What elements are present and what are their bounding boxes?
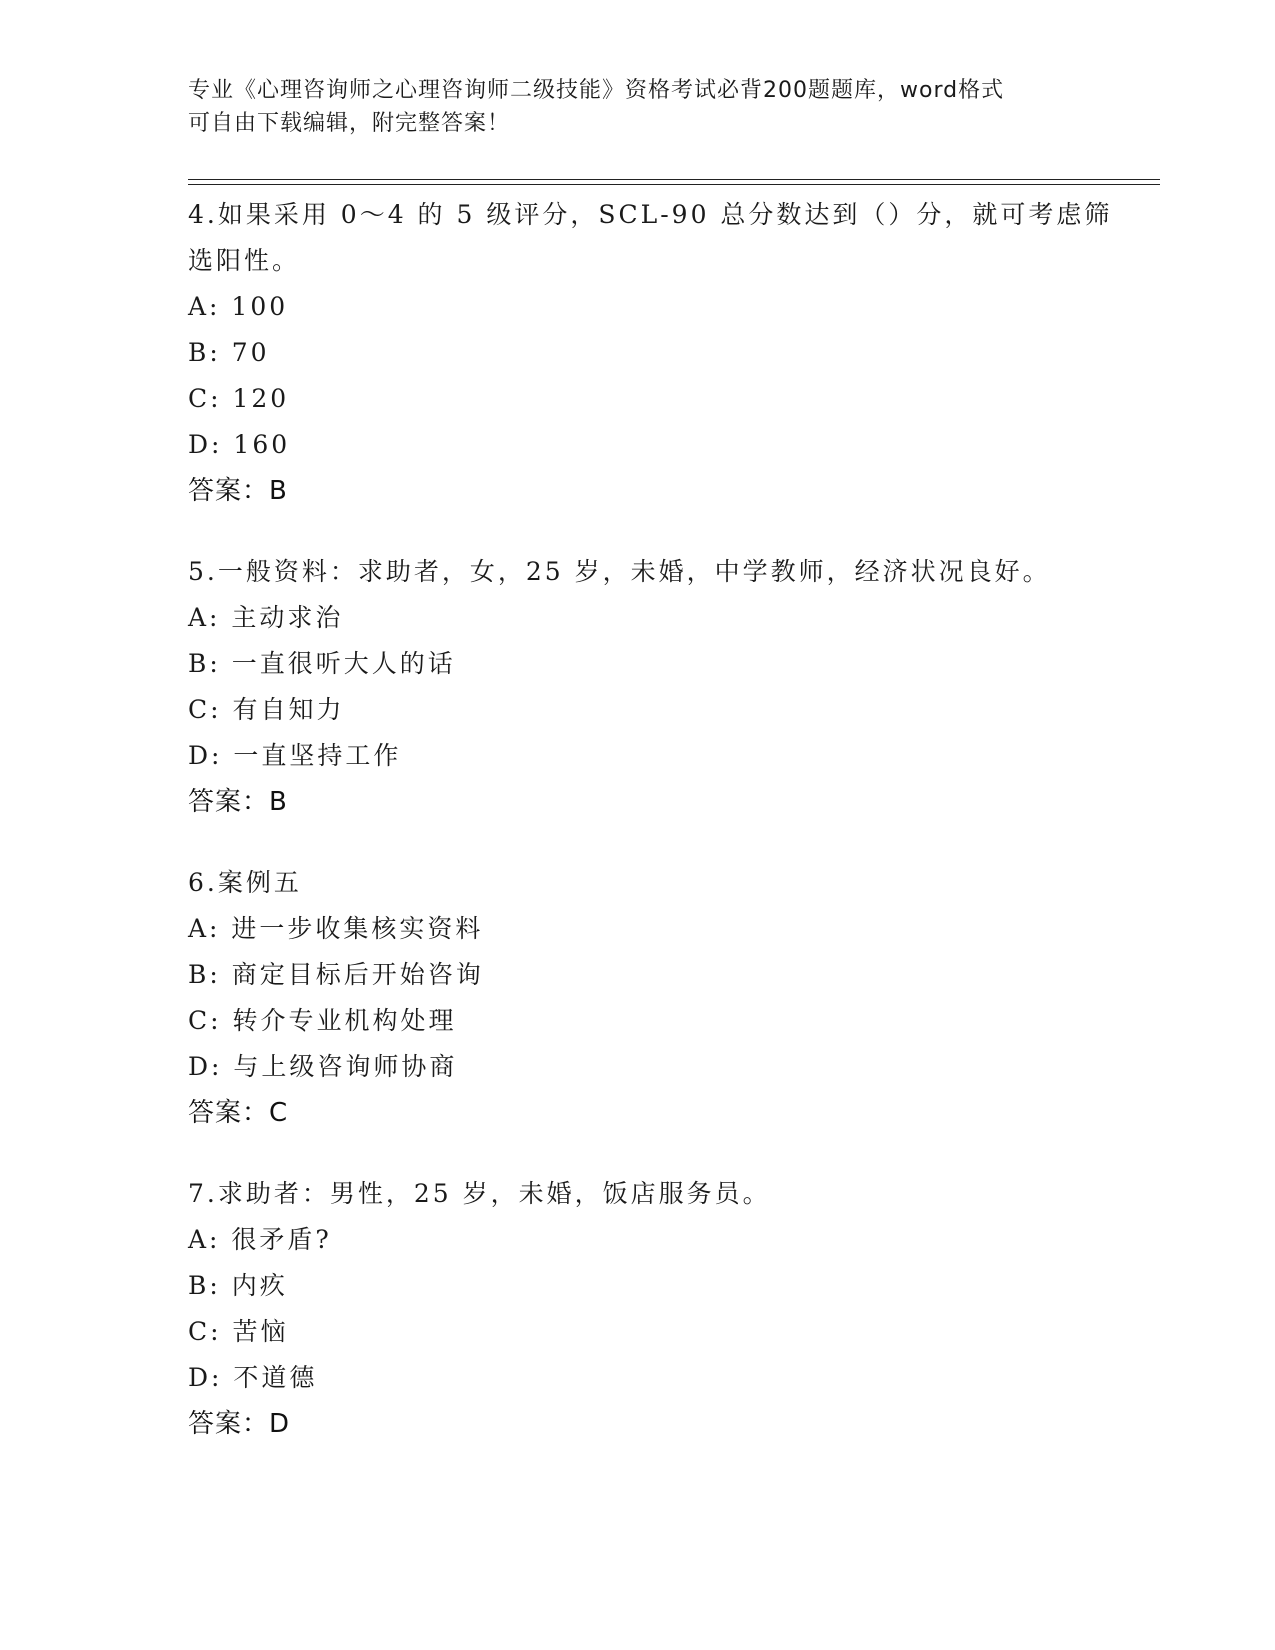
option-c: C: 苦恼 (188, 1317, 289, 1346)
answer: 答案：C (188, 1098, 289, 1128)
option-a: A: 进一步收集核实资料 (188, 914, 484, 943)
header-divider-bottom (188, 184, 1160, 185)
option-c: C: 有自知力 (188, 695, 345, 724)
question-6 (188, 860, 1088, 1136)
question-list (188, 192, 1113, 1482)
document-header (188, 74, 1088, 140)
question-7 (188, 1171, 1088, 1447)
option-d: D: 与上级咨询师协商 (188, 1052, 458, 1081)
option-c: C: 120 (188, 384, 290, 413)
question-title: 5.一般资料：求助者，女，25 岁，未婚，中学教师，经济状况良好。 (188, 557, 1051, 586)
option-a: A: 主动求治 (188, 603, 344, 632)
answer: 答案：D (188, 1409, 291, 1439)
question-5 (188, 549, 1088, 825)
option-d: D: 160 (188, 430, 291, 459)
option-d: D: 不道德 (188, 1363, 318, 1392)
option-c: C: 转介专业机构处理 (188, 1006, 457, 1035)
header-line-1: 专业《心理咨询师之心理咨询师二级技能》资格考试必背200题题库，word格式 (188, 78, 1005, 103)
header-divider-top (188, 179, 1160, 180)
question-4 (188, 192, 1113, 514)
question-title: 4.如果采用 0～4 的 5 级评分，SCL-90 总分数达到（）分，就可考虑筛 (188, 200, 1113, 229)
option-b: B: 内疚 (188, 1271, 288, 1300)
header-line-2: 可自由下载编辑，附完整答案！ (188, 111, 511, 136)
option-b: B: 商定目标后开始咨询 (188, 960, 484, 989)
option-a: A: 很矛盾? (188, 1225, 332, 1254)
option-b: B: 70 (188, 338, 270, 367)
option-d: D: 一直坚持工作 (188, 741, 402, 770)
answer: 答案：B (188, 476, 288, 506)
option-b: B: 一直很听大人的话 (188, 649, 456, 678)
answer: 答案：B (188, 787, 288, 817)
question-title: 6.案例五 (188, 868, 302, 897)
question-title-continued: 选阳性。 (188, 246, 301, 275)
option-a: A: 100 (188, 292, 289, 321)
question-title: 7.求助者：男性，25 岁，未婚，饭店服务员。 (188, 1179, 771, 1208)
